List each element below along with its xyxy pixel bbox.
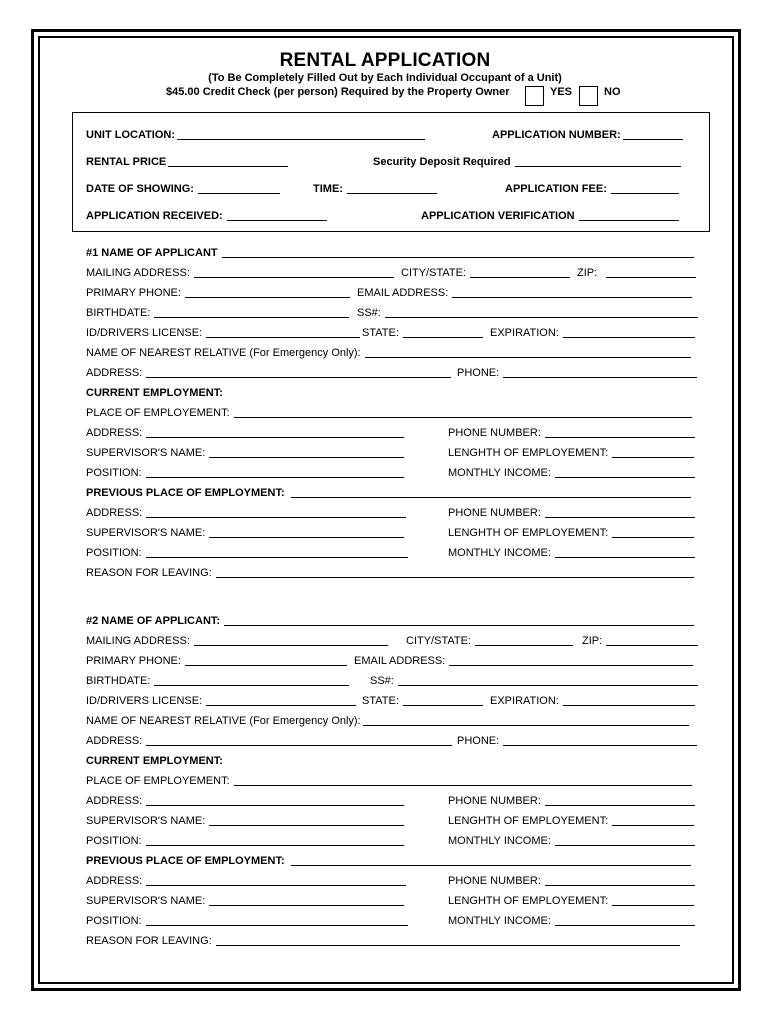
applicant2-prev-supervisor-field[interactable]: SUPERVISOR'S NAME:	[86, 894, 404, 908]
applicant2-emp-address-field[interactable]: ADDRESS:	[86, 794, 404, 808]
applicant2-length-field[interactable]: LENGHTH OF EMPLOYEMENT:	[448, 814, 694, 828]
applicant2-birthdate-field[interactable]: BIRTHDATE:	[86, 674, 349, 688]
application-number-field[interactable]: APPLICATION NUMBER:	[492, 128, 683, 142]
applicant1-birthdate-field[interactable]: BIRTHDATE:	[86, 306, 349, 320]
applicant2-prev-phone-field[interactable]: PHONE NUMBER:	[448, 874, 695, 888]
applicant2-email-field[interactable]: EMAIL ADDRESS:	[354, 654, 693, 668]
application-fee-field[interactable]: APPLICATION FEE:	[505, 182, 679, 196]
applicant2-expiration-field[interactable]: EXPIRATION:	[490, 694, 695, 708]
applicant2-current-employment-heading: CURRENT EMPLOYMENT:	[86, 755, 223, 767]
applicant2-monthly-income-field[interactable]: MONTHLY INCOME:	[448, 834, 695, 848]
subtitle: (To Be Completely Filled Out by Each Individual Occupant of a Unit)	[208, 72, 562, 84]
rental-price-field[interactable]: RENTAL PRICE	[86, 155, 288, 169]
applicant1-relative-field[interactable]: NAME OF NEAREST RELATIVE (For Emergency Only):	[86, 346, 691, 360]
applicant2-primary-phone-field[interactable]: PRIMARY PHONE:	[86, 654, 347, 668]
applicant1-monthly-income-field[interactable]: MONTHLY INCOME:	[448, 466, 695, 480]
applicant1-id-license-field[interactable]: ID/DRIVERS LICENSE:	[86, 326, 360, 340]
applicant2-prev-position-field[interactable]: POSITION:	[86, 914, 408, 928]
applicant2-position-field[interactable]: POSITION:	[86, 834, 404, 848]
application-verification-field[interactable]: APPLICATION VERIFICATION	[421, 209, 679, 223]
applicant2-supervisor-field[interactable]: SUPERVISOR'S NAME:	[86, 814, 404, 828]
applicant2-prev-address-field[interactable]: ADDRESS:	[86, 874, 406, 888]
applicant1-prev-position-field[interactable]: POSITION:	[86, 546, 408, 560]
applicant2-address-field[interactable]: ADDRESS:	[86, 734, 452, 748]
applicant2-name-field[interactable]: #2 NAME OF APPLICANT:	[86, 614, 694, 628]
applicant1-prev-address-field[interactable]: ADDRESS:	[86, 506, 406, 520]
applicant2-prev-monthly-income-field[interactable]: MONTHLY INCOME:	[448, 914, 695, 928]
applicant2-phone-field[interactable]: PHONE:	[457, 734, 697, 748]
no-label: NO	[604, 86, 621, 98]
applicant1-place-of-employment-field[interactable]: PLACE OF EMPLOYEMENT:	[86, 406, 692, 420]
applicant1-expiration-field[interactable]: EXPIRATION:	[490, 326, 695, 340]
applicant1-name-field[interactable]: #1 NAME OF APPLICANT	[86, 246, 694, 260]
applicant1-reason-for-leaving-field[interactable]: REASON FOR LEAVING:	[86, 566, 694, 580]
applicant1-email-field[interactable]: EMAIL ADDRESS:	[357, 286, 692, 300]
applicant1-address-field[interactable]: ADDRESS:	[86, 366, 451, 380]
applicant2-mailing-address-field[interactable]: MAILING ADDRESS:	[86, 634, 388, 648]
applicant2-prev-length-field[interactable]: LENGHTH OF EMPLOYEMENT:	[448, 894, 694, 908]
yes-checkbox[interactable]	[525, 86, 544, 106]
unit-location-field[interactable]: UNIT LOCATION:	[86, 128, 425, 142]
no-checkbox[interactable]	[579, 86, 598, 106]
applicant2-emp-phone-field[interactable]: PHONE NUMBER:	[448, 794, 695, 808]
applicant1-prev-supervisor-field[interactable]: SUPERVISOR'S NAME:	[86, 526, 404, 540]
applicant1-emp-phone-field[interactable]: PHONE NUMBER:	[448, 426, 695, 440]
applicant1-ss-field[interactable]: SS#:	[357, 306, 698, 320]
applicant1-primary-phone-field[interactable]: PRIMARY PHONE:	[86, 286, 350, 300]
applicant1-state-field[interactable]: STATE:	[362, 326, 483, 340]
applicant1-emp-address-field[interactable]: ADDRESS:	[86, 426, 404, 440]
applicant1-previous-employment-field[interactable]: PREVIOUS PLACE OF EMPLOYMENT:	[86, 486, 691, 500]
applicant1-prev-monthly-income-field[interactable]: MONTHLY INCOME:	[448, 546, 695, 560]
applicant2-id-license-field[interactable]: ID/DRIVERS LICENSE:	[86, 694, 356, 708]
applicant1-phone-field[interactable]: PHONE:	[457, 366, 697, 380]
yes-label: YES	[550, 86, 573, 98]
applicant2-place-of-employment-field[interactable]: PLACE OF EMPLOYEMENT:	[86, 774, 692, 788]
applicant1-mailing-address-field[interactable]: MAILING ADDRESS:	[86, 266, 394, 280]
applicant1-city-state-field[interactable]: CITY/STATE:	[401, 266, 570, 280]
applicant1-prev-length-field[interactable]: LENGHTH OF EMPLOYEMENT:	[448, 526, 694, 540]
application-received-field[interactable]: APPLICATION RECEIVED:	[86, 209, 327, 223]
applicant1-position-field[interactable]: POSITION:	[86, 466, 404, 480]
applicant1-current-employment-heading: CURRENT EMPLOYMENT:	[86, 387, 223, 399]
credit-check-text: $45.00 Credit Check (per person) Required by the Property Owner	[166, 86, 510, 98]
page-title: RENTAL APPLICATION	[279, 50, 491, 71]
date-of-showing-field[interactable]: DATE OF SHOWING:	[86, 182, 280, 196]
applicant1-zip-field[interactable]: ZIP:	[577, 266, 696, 280]
applicant2-ss-field[interactable]: SS#:	[370, 674, 698, 688]
applicant2-city-state-field[interactable]: CITY/STATE:	[406, 634, 573, 648]
applicant1-length-field[interactable]: LENGHTH OF EMPLOYEMENT:	[448, 446, 694, 460]
applicant2-reason-for-leaving-field[interactable]: REASON FOR LEAVING:	[86, 934, 680, 948]
applicant1-prev-phone-field[interactable]: PHONE NUMBER:	[448, 506, 695, 520]
applicant2-relative-field[interactable]: NAME OF NEAREST RELATIVE (For Emergency Only):	[86, 714, 689, 728]
applicant2-previous-employment-field[interactable]: PREVIOUS PLACE OF EMPLOYMENT:	[86, 854, 691, 868]
applicant2-state-field[interactable]: STATE:	[362, 694, 483, 708]
security-deposit-field[interactable]: Security Deposit Required	[373, 155, 681, 169]
time-field[interactable]: TIME:	[313, 182, 437, 196]
applicant1-supervisor-field[interactable]: SUPERVISOR'S NAME:	[86, 446, 404, 460]
applicant2-zip-field[interactable]: ZIP:	[582, 634, 698, 648]
